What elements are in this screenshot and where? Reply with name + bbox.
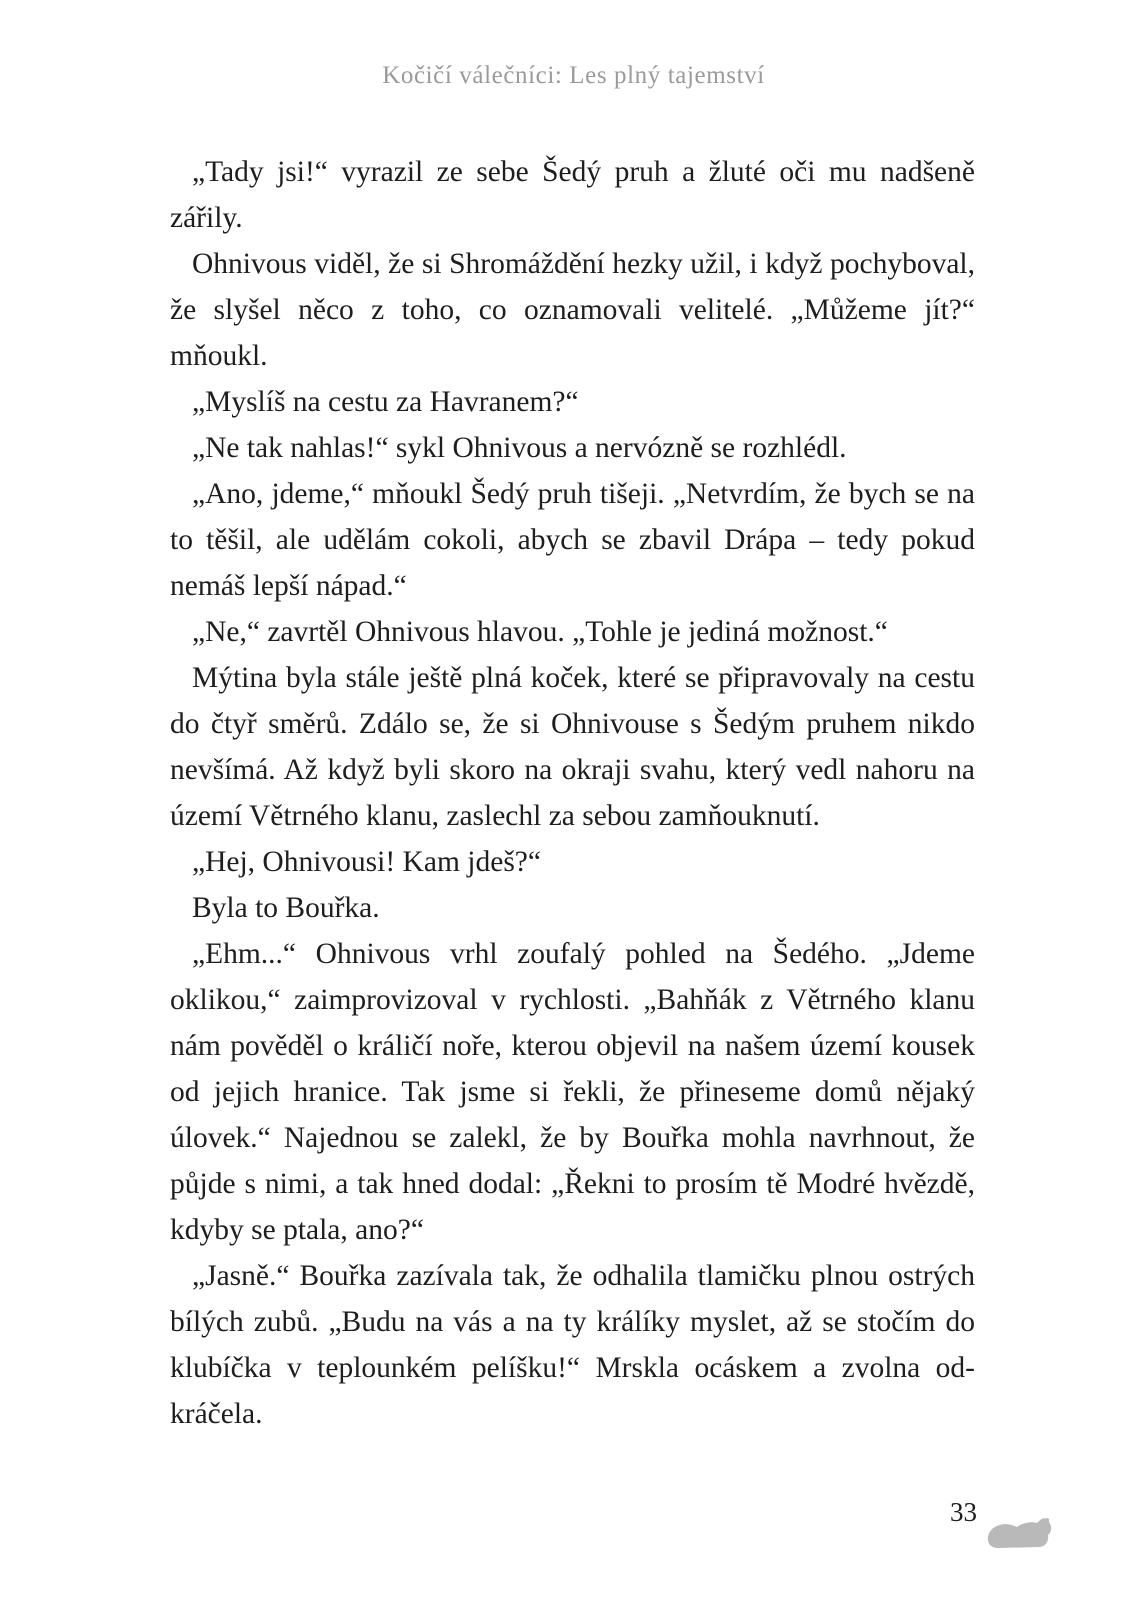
paragraph: „Ne tak nahlas!“ sykl Ohnivous a nervózně se rozhlédl. bbox=[192, 432, 847, 464]
page-number: 33 bbox=[950, 1497, 977, 1527]
paragraph: „Ehm...“ Ohnivous vrhl zoufalý pohled na Šedého. „Jdeme oklikou,“ zaimprovizoval v rychlosti. „Bahňák z Větrného klanu nám pověděl o králičí noře, kterou objevil na našem území kousek od jejich hranice. Tak jsme si řekli, že přineseme domů nějaký úlovek.“ Najednou se zalekl, že by Bouřka mohla navrhnout, že půjde s nimi, a tak hned dodal: „Řekni to prosím tě Modré hvězdě, kdyby se ptala, ano?“ bbox=[170, 938, 975, 1246]
paragraph: Ohnivous viděl, že si Shromáždění hezky užil, i když pochyboval, že slyšel něco z toho, co oznamovali velitelé. „Můžeme jít?“ mňoukl. bbox=[170, 248, 975, 372]
paragraph: „Ano, jdeme,“ mňoukl Šedý pruh tišeji. „Netvrdím, že bych se na to těšil, ale udělám cokoli, abych se zbavil Drápa – tedy pokud nemáš lepší nápad.“ bbox=[170, 478, 975, 602]
paragraph: „Jasně.“ Bouřka zazívala tak, že odhalila tlamičku plnou ostrých bílých zubů. „Budu na vás a na ty králíky myslet, až se stočím do klubíčka v teplounkém pelíšku!“ Mrskla ocáskem a zvolna odkráčela. bbox=[170, 1260, 975, 1430]
paragraph: „Hej, Ohnivousi! Kam jdeš?“ bbox=[192, 846, 541, 878]
paragraph: „Ne,“ zavrtěl Ohnivous hlavou. „Tohle je jediná možnost.“ bbox=[192, 616, 888, 648]
body-text bbox=[170, 149, 975, 1437]
page-footer bbox=[950, 1497, 1080, 1557]
paragraph: Byla to Bouřka. bbox=[192, 892, 380, 924]
cat-silhouette-icon bbox=[984, 1511, 1054, 1553]
running-header: Kočičí válečníci: Les plný tajemství bbox=[382, 62, 765, 89]
paragraph: „Tady jsi!“ vyrazil ze sebe Šedý pruh a žluté oči mu nadšeně zářily. bbox=[170, 156, 975, 234]
paragraph: Mýtina byla stále ještě plná koček, které se připravovaly na cestu do čtyř směrů. Zdálo se, že si Ohnivouse s Šedým pruhem nikdo nevšímá. Až když byli skoro na okraji svahu, který vedl nahoru na území Větrného klanu, zaslechl za sebou zamňouknutí. bbox=[170, 662, 975, 832]
paragraph: „Myslíš na cestu za Havranem?“ bbox=[192, 386, 579, 418]
